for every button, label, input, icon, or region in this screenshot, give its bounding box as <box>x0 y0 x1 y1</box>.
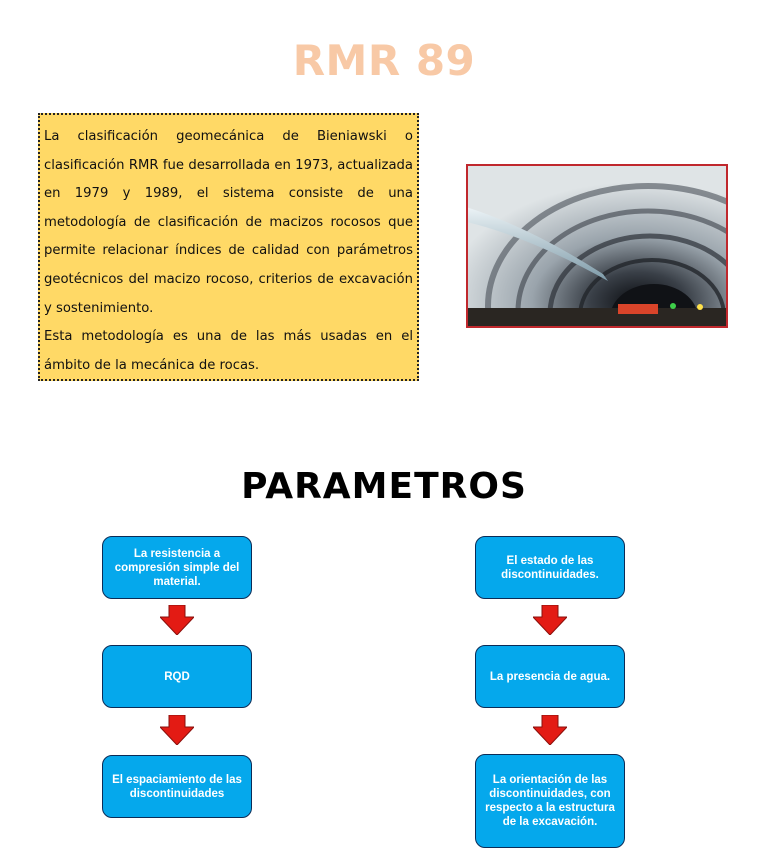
param-box-right-2: La presencia de agua. <box>475 645 625 708</box>
arrow-down-icon <box>160 605 194 635</box>
param-box-left-1: La resistencia a compresión simple del material. <box>102 536 252 599</box>
intro-paragraph-2: Esta metodología es una de las más usadas en el ámbito de la mecánica de rocas. <box>44 329 413 373</box>
intro-text-box <box>38 113 419 381</box>
page-title: RMR 89 <box>292 36 476 85</box>
intro-paragraph-1: La clasificación geomecánica de Bieniawski o clasificación RMR fue desarrollada en 1973, actualizada en 1979 y 1989, el sistema consiste de una metodología de clasificación de macizos rocosos que permite relacionar índices de calidad con parámetros geotécnicos del macizo rocoso, criterios de excavación y sostenimiento. <box>44 129 413 316</box>
tunnel-illustration <box>468 166 726 326</box>
arrow-down-icon <box>533 605 567 635</box>
param-box-left-3: El espaciamiento de las discontinuidades <box>102 755 252 818</box>
tunnel-photo <box>466 164 728 328</box>
param-box-right-1: El estado de las discontinuidades. <box>475 536 625 599</box>
arrow-down-icon <box>160 715 194 745</box>
param-box-right-3: La orientación de las discontinuidades, con respecto a la estructura de la excavación. <box>475 754 625 848</box>
param-box-left-2: RQD <box>102 645 252 708</box>
arrow-down-icon <box>533 715 567 745</box>
section-title: PARAMETROS <box>241 466 527 507</box>
